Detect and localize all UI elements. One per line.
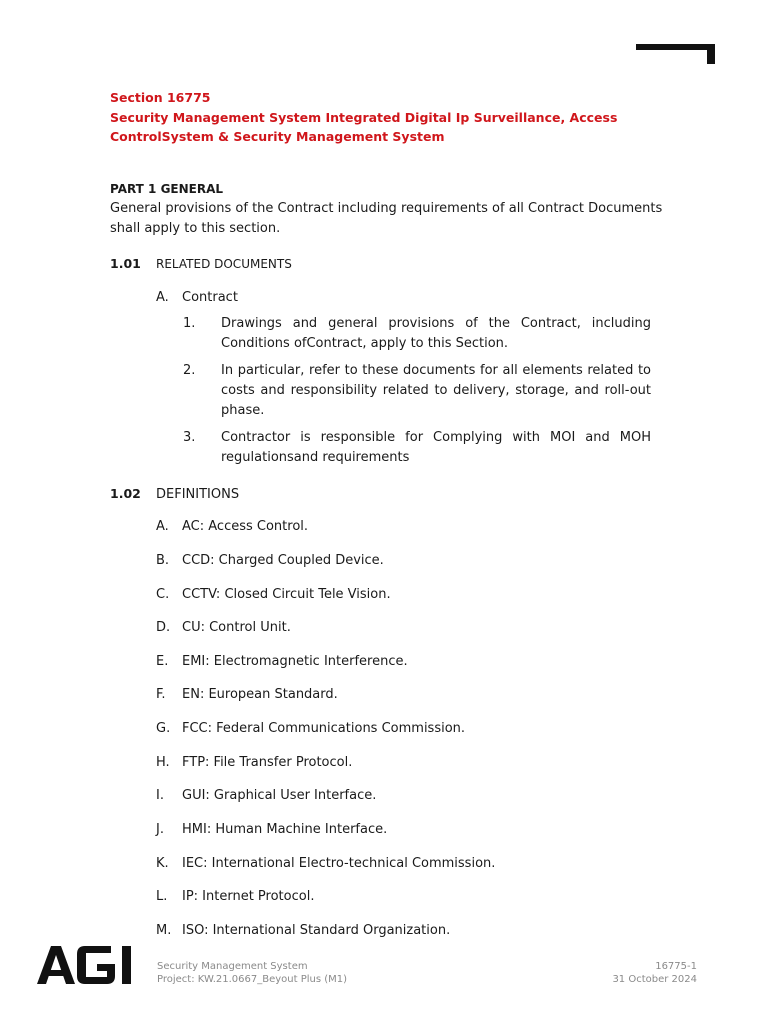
- definition-text: ISO: International Standard Organization.: [182, 923, 451, 938]
- footer-doc-title: Security Management System: [157, 961, 308, 972]
- sub-item-label: 3.: [183, 430, 196, 445]
- article-title: RELATED DOCUMENTS: [156, 257, 292, 271]
- corner-mark-horizontal: [636, 44, 715, 50]
- article-1-01-heading: [110, 255, 292, 273]
- article-number: 1.01: [110, 256, 141, 271]
- definition-text: FCC: Federal Communications Commission.: [182, 721, 466, 736]
- definition-label: M.: [156, 923, 172, 938]
- definition-text: CCTV: Closed Circuit Tele Vision.: [182, 587, 391, 602]
- definition-text: IEC: International Electro-technical Commission.: [182, 856, 496, 871]
- part-title: PART 1 GENERAL: [110, 182, 224, 196]
- sub-item-label: 1.: [183, 316, 196, 331]
- footer-project: Project: KW.21.0667_Beyout Plus (M1): [157, 973, 348, 985]
- company-logo: [37, 942, 141, 986]
- corner-mark: [636, 44, 715, 64]
- definition-label: F.: [156, 687, 166, 702]
- part-intro: General provisions of the Contract including requirements of all Contract Documents shall apply to this section.: [110, 201, 663, 236]
- definition-label: K.: [156, 856, 169, 871]
- definition-label: D.: [156, 620, 171, 635]
- footer-page-number: 16775-1: [655, 961, 697, 972]
- definition-label: B.: [156, 553, 170, 568]
- section-title: Security Management System Integrated Digital Ip Surveillance, Access ControlSystem & Security Management System: [110, 109, 618, 144]
- definition-text: HMI: Human Machine Interface.: [182, 822, 388, 837]
- sub-item-label: 2.: [183, 363, 196, 378]
- footer-doc-info: [157, 961, 347, 986]
- corner-mark-vertical: [707, 44, 715, 64]
- definition-text: GUI: Graphical User Interface.: [182, 788, 377, 803]
- definition-label: G.: [156, 721, 171, 736]
- definition-label: C.: [156, 587, 170, 602]
- definition-label: E.: [156, 654, 169, 669]
- sub-item-text: Drawings and general provisions of the Contract, including Conditions ofContract, apply to this Section.: [221, 316, 651, 351]
- definition-label: I.: [156, 788, 164, 803]
- definition-text: CU: Control Unit.: [182, 620, 291, 635]
- list-item-text: Contract: [182, 290, 238, 305]
- list-item-label: A.: [156, 290, 169, 305]
- article-title: DEFINITIONS: [156, 487, 240, 502]
- footer-date: 31 October 2024: [612, 973, 697, 985]
- definition-text: AC: Access Control.: [182, 519, 309, 534]
- definition-label: A.: [156, 519, 169, 534]
- definition-label: L.: [156, 889, 168, 904]
- article-number: 1.02: [110, 486, 141, 501]
- article-1-02-heading: [110, 485, 239, 504]
- sub-item-text: In particular, refer to these documents for all elements related to costs and responsibility related to delivery, storage, and roll-out phase.: [221, 363, 651, 418]
- footer-page-info: [612, 961, 697, 986]
- sub-item-text: Contractor is responsible for Complying with MOI and MOH regulationsand requirements: [221, 430, 651, 465]
- definition-text: FTP: File Transfer Protocol.: [182, 755, 353, 770]
- definition-text: IP: Internet Protocol.: [182, 889, 315, 904]
- section-header: [110, 88, 670, 147]
- definition-label: H.: [156, 755, 170, 770]
- definition-text: EN: European Standard.: [182, 687, 338, 702]
- definition-text: CCD: Charged Coupled Device.: [182, 553, 384, 568]
- section-number: Section 16775: [110, 90, 211, 105]
- definition-text: EMI: Electromagnetic Interference.: [182, 654, 408, 669]
- definition-label: J.: [156, 822, 164, 837]
